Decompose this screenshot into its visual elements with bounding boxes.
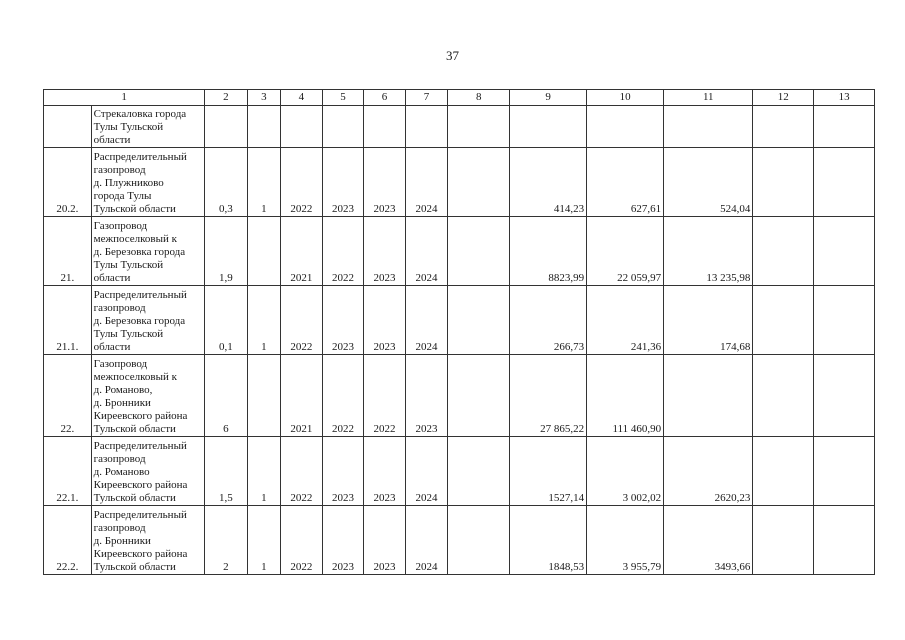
object-name-line: Тулы Тульской (93, 121, 164, 133)
object-name (91, 506, 205, 575)
cell-c2: 0,1 (205, 286, 248, 355)
object-name-line: области (93, 341, 131, 353)
cell-c11: 174,68 (664, 286, 753, 355)
object-name-line: межпоселковый к (93, 371, 177, 383)
cell-c8 (448, 355, 510, 437)
cell-c2: 6 (205, 355, 248, 437)
table-row (44, 437, 875, 506)
cell-c12 (753, 217, 814, 286)
cell-c2: 1,5 (205, 437, 248, 506)
cell-c11: 524,04 (664, 148, 753, 217)
cell-c10: 241,36 (587, 286, 664, 355)
column-header: 9 (510, 90, 587, 106)
object-name-line: д. Плужниково (93, 177, 164, 189)
cell-c9: 1527,14 (510, 437, 587, 506)
item-number: 22.1. (44, 437, 92, 506)
cell-c10: 111 460,90 (587, 355, 664, 437)
cell-c7: 2024 (405, 506, 448, 575)
object-name-line: газопровод (93, 164, 146, 176)
cell-c2: 1,9 (205, 217, 248, 286)
object-name-line: Киреевского района (93, 410, 188, 422)
cell-c12 (753, 286, 814, 355)
column-header: 13 (814, 90, 875, 106)
item-number: 22.2. (44, 506, 92, 575)
object-name (91, 355, 205, 437)
object-name-line: д. Романово (93, 466, 150, 478)
table-row (44, 506, 875, 575)
cell-c10 (587, 106, 664, 148)
table-row (44, 148, 875, 217)
cell-c4: 2022 (281, 506, 323, 575)
cell-c9: 414,23 (510, 148, 587, 217)
cell-c4: 2022 (281, 437, 323, 506)
cell-c4: 2022 (281, 148, 323, 217)
cell-c6: 2022 (364, 355, 406, 437)
cell-c6: 2023 (364, 148, 406, 217)
object-name-line: Распределительный (93, 289, 187, 301)
cell-c10: 22 059,97 (587, 217, 664, 286)
item-number (44, 106, 92, 148)
cell-c7: 2024 (405, 148, 448, 217)
cell-c8 (448, 506, 510, 575)
cell-c13 (814, 355, 875, 437)
cell-c2 (205, 106, 248, 148)
object-name-line: газопровод (93, 302, 146, 314)
column-header: 4 (281, 90, 323, 106)
object-name-line: д. Бронники (93, 397, 151, 409)
cell-c7: 2023 (405, 355, 448, 437)
object-name-line: газопровод (93, 453, 146, 465)
cell-c11 (664, 106, 753, 148)
table-body (44, 90, 875, 575)
cell-c9: 27 865,22 (510, 355, 587, 437)
object-name-line: межпоселковый к (93, 233, 177, 245)
cell-c5: 2023 (322, 506, 364, 575)
table-row (44, 217, 875, 286)
item-number: 22. (44, 355, 92, 437)
cell-c7: 2024 (405, 217, 448, 286)
cell-c5 (322, 106, 364, 148)
object-name (91, 148, 205, 217)
table-row (44, 106, 875, 148)
object-name-line: Киреевского района (93, 548, 188, 560)
column-header: 2 (205, 90, 248, 106)
cell-c8 (448, 148, 510, 217)
cell-c9: 8823,99 (510, 217, 587, 286)
cell-c4 (281, 106, 323, 148)
cell-c3: 1 (247, 437, 280, 506)
cell-c5: 2022 (322, 217, 364, 286)
cell-c10: 627,61 (587, 148, 664, 217)
object-name-line: Стрекаловка города (93, 108, 187, 120)
cell-c2: 0,3 (205, 148, 248, 217)
object-name (91, 437, 205, 506)
object-name (91, 106, 205, 148)
column-number-row (44, 90, 875, 106)
column-header: 1 (44, 90, 205, 106)
cell-c3 (247, 106, 280, 148)
cell-c4: 2021 (281, 355, 323, 437)
object-name-line: области (93, 272, 131, 284)
cell-c11 (664, 355, 753, 437)
item-number: 21.1. (44, 286, 92, 355)
cell-c10: 3 955,79 (587, 506, 664, 575)
object-name-line: Газопровод (93, 358, 148, 370)
column-header: 8 (448, 90, 510, 106)
object-name (91, 286, 205, 355)
cell-c5: 2023 (322, 148, 364, 217)
column-header: 5 (322, 90, 364, 106)
cell-c7: 2024 (405, 437, 448, 506)
cell-c13 (814, 506, 875, 575)
item-number: 20.2. (44, 148, 92, 217)
cell-c8 (448, 437, 510, 506)
object-name-line: области (93, 134, 131, 146)
cell-c10: 3 002,02 (587, 437, 664, 506)
cell-c5: 2023 (322, 437, 364, 506)
column-header: 11 (664, 90, 753, 106)
cell-c11: 13 235,98 (664, 217, 753, 286)
cell-c6 (364, 106, 406, 148)
object-name-line: Тулы Тульской (93, 328, 164, 340)
object-name-line: города Тулы (93, 190, 152, 202)
cell-c9: 266,73 (510, 286, 587, 355)
object-name-line: Тульской области (93, 492, 176, 504)
object-name-line: д. Бронники (93, 535, 151, 547)
cell-c12 (753, 106, 814, 148)
cell-c3: 1 (247, 148, 280, 217)
cell-c13 (814, 148, 875, 217)
table-row (44, 286, 875, 355)
cell-c4: 2021 (281, 217, 323, 286)
cell-c12 (753, 355, 814, 437)
cell-c12 (753, 148, 814, 217)
cell-c13 (814, 217, 875, 286)
object-name-line: Распределительный (93, 151, 187, 163)
object-name-line: д. Березовка города (93, 246, 186, 258)
column-header: 10 (587, 90, 664, 106)
cell-c13 (814, 286, 875, 355)
cell-c6: 2023 (364, 506, 406, 575)
cell-c3: 1 (247, 286, 280, 355)
cell-c12 (753, 437, 814, 506)
cell-c11: 2620,23 (664, 437, 753, 506)
object-name-line: Распределительный (93, 440, 187, 452)
column-header: 6 (364, 90, 406, 106)
cell-c4: 2022 (281, 286, 323, 355)
cell-c8 (448, 106, 510, 148)
object-name-line: газопровод (93, 522, 146, 534)
column-header: 12 (753, 90, 814, 106)
object-name-line: Тульской области (93, 561, 176, 573)
object-name-line: д. Романово, (93, 384, 153, 396)
cell-c6: 2023 (364, 437, 406, 506)
object-name-line: Газопровод (93, 220, 148, 232)
cell-c2: 2 (205, 506, 248, 575)
cell-c5: 2022 (322, 355, 364, 437)
cell-c3: 1 (247, 506, 280, 575)
object-name-line: Тулы Тульской (93, 259, 164, 271)
object-name-line: Киреевского района (93, 479, 188, 491)
table-row (44, 355, 875, 437)
column-header: 3 (247, 90, 280, 106)
cell-c11: 3493,66 (664, 506, 753, 575)
investment-table (43, 89, 875, 575)
object-name-line: Распределительный (93, 509, 187, 521)
cell-c9: 1848,53 (510, 506, 587, 575)
cell-c6: 2023 (364, 286, 406, 355)
object-name-line: Тульской области (93, 423, 176, 435)
cell-c5: 2023 (322, 286, 364, 355)
item-number: 21. (44, 217, 92, 286)
cell-c12 (753, 506, 814, 575)
cell-c7 (405, 106, 448, 148)
cell-c6: 2023 (364, 217, 406, 286)
cell-c8 (448, 217, 510, 286)
object-name-line: Тульской области (93, 203, 176, 215)
cell-c7: 2024 (405, 286, 448, 355)
cell-c13 (814, 437, 875, 506)
cell-c3 (247, 355, 280, 437)
cell-c3 (247, 217, 280, 286)
object-name-line: д. Березовка города (93, 315, 186, 327)
page-number: 37 (446, 48, 459, 63)
object-name (91, 217, 205, 286)
cell-c9 (510, 106, 587, 148)
cell-c13 (814, 106, 875, 148)
cell-c8 (448, 286, 510, 355)
column-header: 7 (405, 90, 448, 106)
